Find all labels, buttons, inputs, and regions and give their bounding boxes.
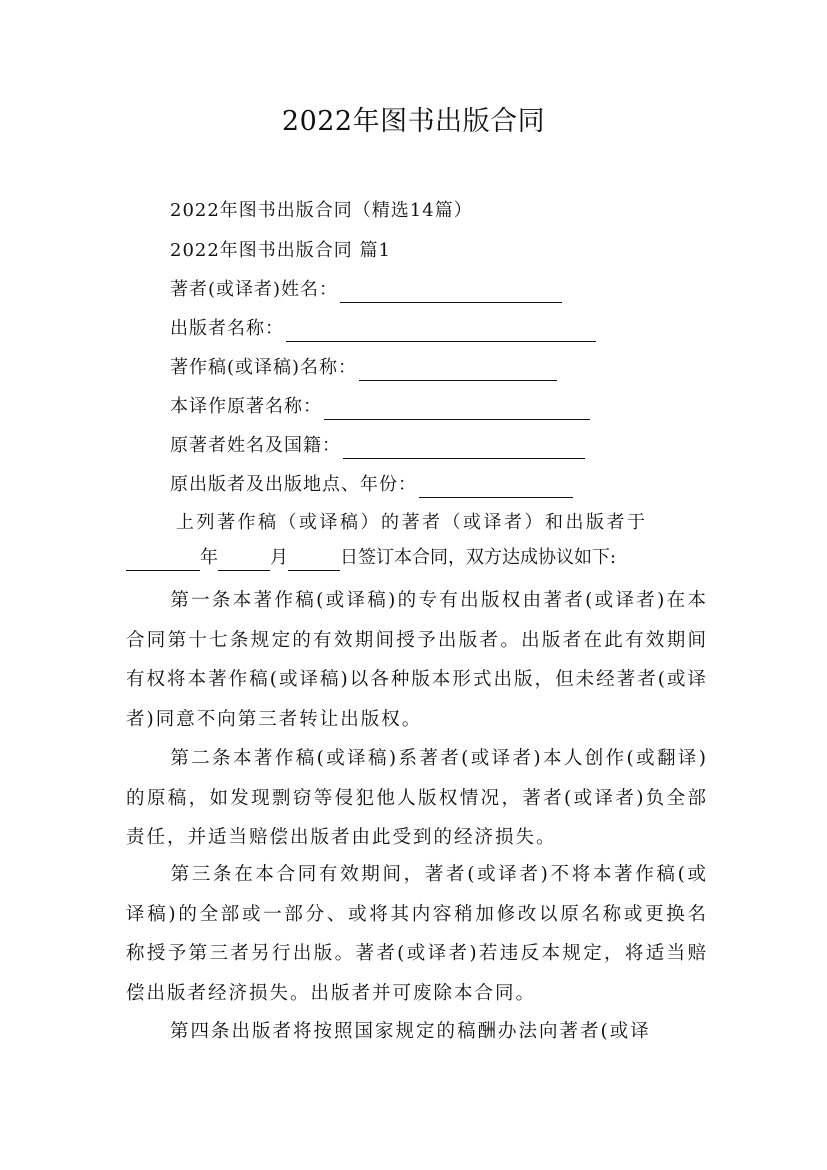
day-label-and-text: 日签订本合同，双方达成协议如下: — [340, 547, 617, 568]
fill-in-blank — [340, 282, 562, 303]
article-3 — [126, 855, 708, 1013]
article-4-text: 第四条出版者将按照国家规定的稿酬办法向著者(或译 — [170, 1021, 651, 1042]
document-subtitle: 2022年图书出版合同（精选14篇） — [170, 200, 473, 221]
field-publisher-name — [170, 316, 596, 342]
field-label: 原著者姓名及国籍： — [170, 435, 341, 456]
article-1-text: 第一条本著作稿(或译稿)的专有出版权由著者(或译者)在本合同第十七条规定的有效期间授予出版者。出版者在此有效期间有权将本著作稿(或译稿)以各种版本形式出版，但未经著者(或译者)同意不向第三者转让出版权。 — [126, 590, 708, 730]
day-blank — [288, 550, 340, 571]
fill-in-blank — [419, 477, 573, 498]
field-original-publisher-place-year — [170, 472, 573, 498]
article-1 — [126, 581, 708, 739]
field-original-author-nationality — [170, 433, 585, 459]
fill-in-blank — [343, 438, 585, 459]
fill-in-blank — [324, 399, 590, 420]
article-3-text: 第三条在本合同有效期间，著者(或译者)不将本著作稿(或译稿)的全部或一部分、或将其内容稍加修改以原名称或更换名称授予第三者另行出版。著者(或译者)若违反本规定，将适当赔偿出版者经济损失。出版者并可废除本合同。 — [126, 864, 708, 1004]
fill-in-blank — [286, 321, 596, 342]
field-label: 著者(或译者)姓名： — [170, 279, 339, 300]
article-4 — [126, 1012, 708, 1052]
month-blank — [218, 550, 270, 571]
section-heading: 2022年图书出版合同 篇1 — [170, 240, 391, 261]
field-label: 本译作原著名称： — [170, 396, 322, 417]
intro-line: 上列著作稿（或译稿）的著者（或译者）和出版者于 — [176, 512, 648, 533]
fill-in-blank — [359, 360, 557, 381]
article-2-text: 第二条本著作稿(或译稿)系著者(或译者)本人创作(或翻译)的原稿，如发现剽窃等侵犯他人版权情况，著者(或译者)负全部责任，并适当赔偿出版者由此受到的经济损失。 — [126, 748, 708, 848]
field-label: 原出版者及出版地点、年份： — [170, 474, 417, 495]
article-2 — [126, 739, 708, 858]
month-label: 月 — [270, 547, 288, 568]
document-title: 2022年图书出版合同 — [281, 106, 546, 137]
field-original-work-name — [170, 394, 590, 420]
year-blank — [126, 550, 200, 571]
field-label: 著作稿(或译稿)名称： — [170, 357, 358, 378]
field-label: 出版者名称： — [170, 318, 284, 339]
signing-date-line — [126, 545, 616, 571]
year-label: 年 — [200, 547, 218, 568]
field-manuscript-name — [170, 355, 557, 381]
field-author-name — [170, 277, 562, 303]
